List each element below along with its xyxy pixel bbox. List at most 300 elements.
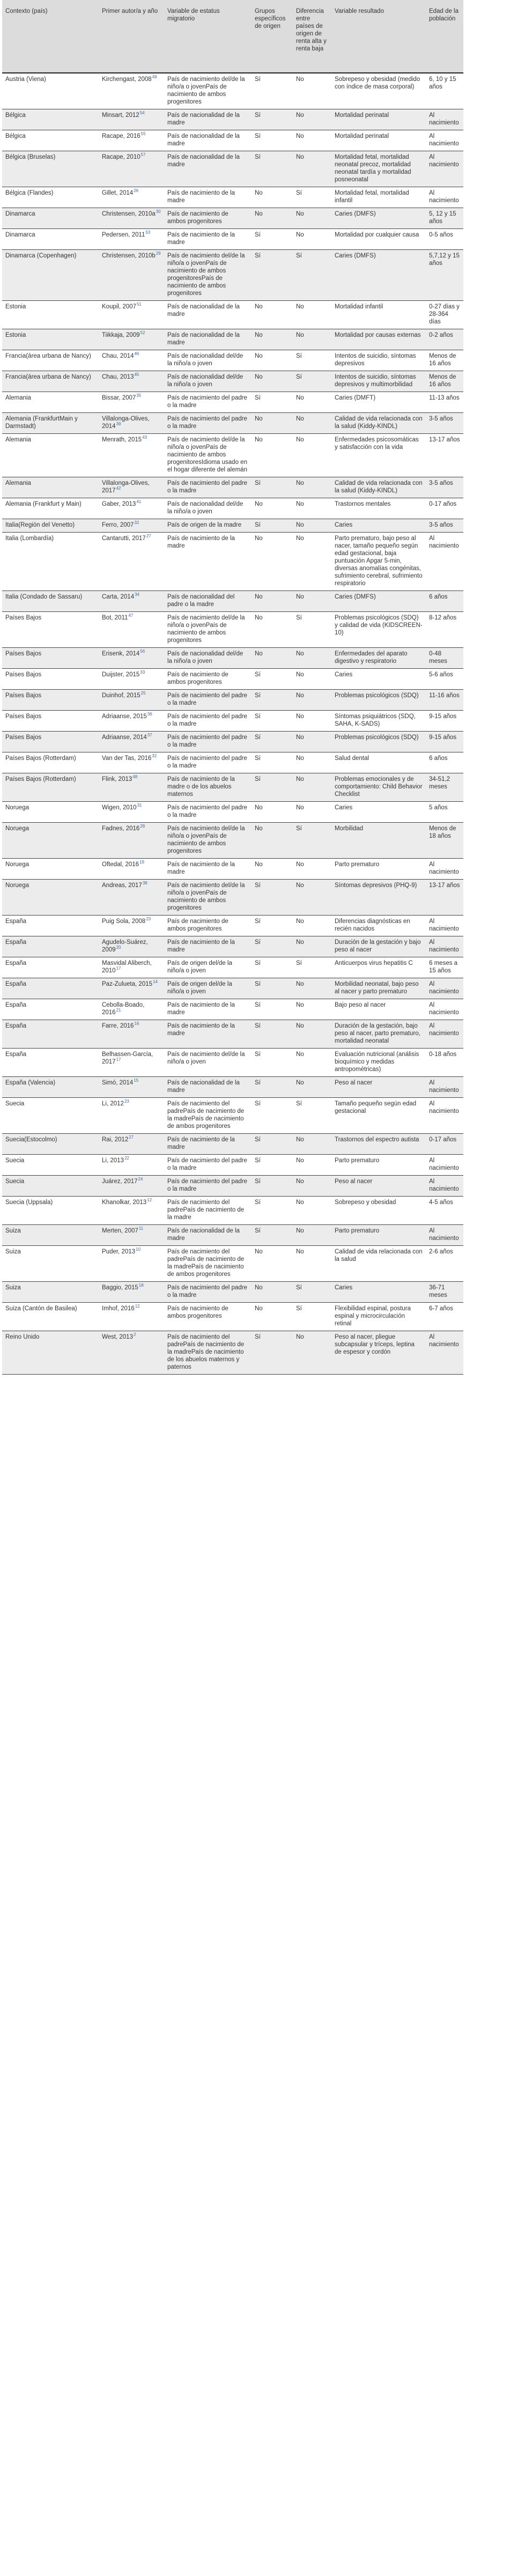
outcome-cell [331,1077,426,1098]
income-difference-cell [293,187,331,208]
status-variable-cell [164,1225,252,1246]
context-cell [2,916,99,936]
cell-text: 0-5 años [429,232,453,238]
outcome-cell [331,371,426,392]
reference-link[interactable]: 33 [140,670,145,675]
context-cell [2,1049,99,1077]
author-name: Andreas, 2017 [102,882,142,889]
income-difference-cell [293,1134,331,1155]
cell-text: Suecia (Uppsala) [5,1199,53,1206]
table-row [2,498,463,519]
age-cell [426,250,463,301]
status-variable-cell [164,732,252,752]
reference-link[interactable]: 53 [145,230,151,235]
cell-text: Sí [255,671,261,678]
cell-text: Sí [296,960,302,966]
context-cell [2,350,99,371]
table-row [2,413,463,434]
outcome-cell [331,690,426,711]
reference-link[interactable]: 32 [152,754,157,759]
cell-text: Francia(área urbana de Nancy) [5,374,91,380]
origin-groups-cell [252,957,293,978]
table-row [2,752,463,773]
author-name: Duijster, 2015 [102,671,140,678]
status-variable-cell [164,250,252,301]
cell-text: No [255,304,263,310]
cell-text: Sí [255,133,261,139]
table-row [2,1176,463,1197]
cell-text: Sí [255,918,261,925]
income-difference-cell [293,957,331,978]
cell-text: España [5,960,27,966]
income-difference-cell [293,859,331,880]
context-cell [2,1098,99,1134]
age-cell [426,109,463,130]
age-cell [426,732,463,752]
cell-text: No [296,1023,304,1029]
author-cell [99,591,164,612]
context-cell [2,1331,99,1375]
cell-text: País de nacimiento de ambos progenitores [167,671,228,685]
income-difference-cell [293,1225,331,1246]
studies-table [2,0,463,1375]
cell-text: País de nacionalidad del/de la niño/a o joven [167,374,243,388]
reference-link[interactable]: 42 [116,486,121,491]
origin-groups-cell [252,250,293,301]
table-row [2,208,463,229]
cell-text: Caries [335,522,353,528]
cell-text: Francia(área urbana de Nancy) [5,353,91,359]
reference-link[interactable]: 11 [138,1226,144,1231]
origin-groups-cell [252,1176,293,1197]
origin-groups-cell [252,1134,293,1155]
age-cell [426,1098,463,1134]
context-cell [2,690,99,711]
author-name: Wigen, 2010 [102,804,137,811]
cell-text: Al nacimiento [429,939,459,953]
cell-text: País de nacionalidad del/de la niño/a o joven [167,353,243,367]
cell-text: No [255,1249,263,1255]
cell-text: Dinamarca [5,232,35,238]
table-header [2,0,463,73]
reference-link[interactable]: 19 [139,860,144,865]
cell-text: No [255,437,263,443]
cell-text: Alemania [5,437,31,443]
reference-link[interactable]: 18 [138,1283,144,1288]
status-variable-cell [164,591,252,612]
cell-text: Morbilidad [335,825,364,832]
cell-text: País de nacionalidad del/de la niño/a o joven [167,501,243,515]
cell-text: Suiza [5,1228,21,1234]
table-body [2,73,463,1375]
cell-text: 11-13 años [429,395,460,401]
cell-text: Países Bajos (Rotterdam) [5,776,76,783]
origin-groups-cell [252,301,293,329]
cell-text: No [296,1334,304,1340]
outcome-cell [331,669,426,690]
cell-text: País de nacimiento de ambos progenitores [167,918,228,932]
table-row [2,187,463,208]
cell-text: España [5,918,27,925]
status-variable-cell [164,392,252,413]
reference-link[interactable]: 32 [134,520,139,526]
context-cell [2,1225,99,1246]
cell-text: Sí [255,1334,261,1340]
reference-link[interactable]: 2 [133,1332,136,1338]
cell-text: Flexibilidad espinal, postura espinal y microcirculación retinal [335,1305,411,1327]
income-difference-cell [293,519,331,533]
context-cell [2,371,99,392]
age-cell [426,957,463,978]
cell-text: 6 años [429,594,448,600]
cell-text: Menos de 16 años [429,353,456,367]
outcome-cell [331,208,426,229]
cell-text: País de nacimiento del padre o la madre [167,480,247,494]
author-name: Rai, 2012 [102,1136,129,1143]
cell-text: Salud dental [335,755,369,762]
cell-text: Alemania (FrankfurtMain y Darmstadt) [5,416,78,430]
cell-text: Sí [255,480,261,486]
reference-link[interactable]: 35 [136,393,142,398]
cell-text: Problemas psicológicos (SDQ) y calidad de vida (KIDSCREEN-10) [335,615,423,636]
cell-text: Problemas psicológicos (SDQ) [335,734,419,741]
cell-text: Bajo peso al nacer [335,1002,386,1008]
cell-text: No [296,1178,304,1185]
author-cell [99,1176,164,1197]
cell-text: No [255,332,263,338]
context-cell [2,773,99,802]
author-name: Villalonga-Olives, 2017 [102,480,150,494]
reference-link[interactable]: 17 [116,1057,121,1062]
author-cell [99,1225,164,1246]
reference-link[interactable]: 26 [134,188,139,194]
reference-link[interactable]: 14 [152,979,158,985]
reference-link[interactable]: 28 [140,824,145,829]
status-variable-cell [164,612,252,648]
reference-link[interactable]: 43 [142,435,147,440]
author-name: Farre, 2016 [102,1023,134,1029]
age-cell [426,880,463,916]
origin-groups-cell [252,612,293,648]
context-cell [2,151,99,187]
cell-text: Sí [255,1002,261,1008]
reference-link[interactable]: 25 [141,691,146,696]
cell-text: Al nacimiento [429,861,459,875]
reference-link[interactable]: 23 [146,917,151,922]
author-cell [99,519,164,533]
cell-text: Al nacimiento [429,981,459,995]
income-difference-cell [293,1331,331,1375]
author-cell [99,1246,164,1282]
outcome-cell [331,802,426,823]
cell-text: Noruega [5,804,29,811]
reference-link[interactable]: 49 [152,75,157,80]
income-difference-cell [293,1176,331,1197]
reference-link[interactable]: 36 [147,712,152,717]
reference-link[interactable]: 27 [129,1135,134,1140]
status-variable-cell [164,690,252,711]
cell-text: Calidad de vida relacionada con la salud (Kiddy-KINDL) [335,480,423,494]
author-name: Villalonga-Olives, 2014 [102,416,150,430]
cell-text: Caries [335,671,353,678]
header-row [2,0,463,73]
author-cell [99,229,164,250]
context-cell [2,301,99,329]
reference-link[interactable]: 10 [136,1247,141,1252]
origin-groups-cell [252,1225,293,1246]
context-cell [2,329,99,350]
reference-link[interactable]: 22 [124,1156,129,1161]
reference-link[interactable]: 24 [138,1177,143,1182]
reference-link[interactable]: 38 [142,881,147,886]
reference-link[interactable]: 51 [136,302,142,307]
reference-link[interactable]: 57 [141,152,146,158]
cell-text: España [5,1023,27,1029]
income-difference-cell [293,533,331,591]
author-cell [99,73,164,109]
cell-text: Sí [255,1178,261,1185]
header-author: Primer autor/a y año [99,0,164,73]
cell-text: Suecia [5,1178,25,1185]
age-cell [426,187,463,208]
reference-link[interactable]: 54 [139,110,145,116]
reference-link[interactable]: 15 [134,1078,139,1083]
reference-link[interactable]: 31 [137,803,142,808]
author-cell [99,648,164,669]
cell-text: 2-6 años [429,1249,453,1255]
income-difference-cell [293,1077,331,1098]
cell-text: España (Valencia) [5,1080,56,1086]
cell-text: Sí [255,1157,261,1164]
cell-text: Evaluación nutricional (análisis bioquímico y medidas antropométricas) [335,1051,419,1073]
age-cell [426,329,463,350]
reference-link[interactable]: 29 [156,251,161,256]
cell-text: Sí [296,615,302,621]
reference-link[interactable]: 12 [135,1304,140,1309]
cell-text: No [296,1228,304,1234]
cell-text: Al nacimiento [429,133,459,147]
status-variable-cell [164,1246,252,1282]
status-variable-cell [164,73,252,109]
author-name: Ferro, 2007 [102,522,134,528]
reference-link[interactable]: 21 [116,1008,121,1013]
cell-text: Mortalidad por causas externas [335,332,421,338]
reference-link[interactable]: 52 [140,330,145,336]
reference-link[interactable]: 56 [140,649,145,654]
cell-text: 9-15 años [429,713,457,720]
cell-text: Síntomas psiquiátricos (SDQ, SAHA, K-SADS) [335,713,416,727]
table-row [2,690,463,711]
age-cell [426,1134,463,1155]
status-variable-cell [164,1049,252,1077]
author-cell [99,1020,164,1049]
cell-text: No [255,416,263,422]
cell-text: Sí [296,1101,302,1107]
context-cell [2,669,99,690]
age-cell [426,752,463,773]
cell-text: No [296,112,304,119]
cell-text: Países Bajos [5,615,42,621]
table-row [2,1020,463,1049]
cell-text: No [296,594,304,600]
cell-text: Países Bajos [5,692,42,699]
status-variable-cell [164,1155,252,1176]
table-row [2,73,463,109]
cell-text: País de nacimiento de la madre [167,939,235,953]
cell-text: No [296,671,304,678]
cell-text: No [255,353,263,359]
cell-text: Países Bajos [5,651,42,657]
author-cell [99,1197,164,1225]
cell-text: No [255,190,263,196]
cell-text: Bélgica [5,133,26,139]
age-cell [426,648,463,669]
cell-text: 36-71 meses [429,1285,447,1298]
author-name: Cantarutti, 2017 [102,535,146,542]
cell-text: Sí [255,76,261,83]
author-cell [99,711,164,732]
author-name: Puig Sola, 2008 [102,918,146,925]
age-cell [426,151,463,187]
income-difference-cell [293,1049,331,1077]
author-cell [99,1134,164,1155]
context-cell [2,73,99,109]
outcome-cell [331,957,426,978]
author-name: Pedersen, 2011 [102,232,145,238]
outcome-cell [331,392,426,413]
context-cell [2,1246,99,1282]
cell-text: 6 meses a 15 años [429,960,458,974]
cell-text: 0-27 días y 28-364 días [429,304,460,325]
author-cell [99,916,164,936]
income-difference-cell [293,732,331,752]
cell-text: 6, 10 y 15 años [429,76,456,90]
reference-link[interactable]: 30 [156,209,161,215]
cell-text: País de nacimiento de la madre [167,1136,235,1150]
status-variable-cell [164,1134,252,1155]
reference-link[interactable]: 37 [147,733,152,738]
reference-link[interactable]: 55 [141,131,146,137]
context-cell [2,434,99,477]
origin-groups-cell [252,752,293,773]
reference-link[interactable]: 20 [116,945,121,950]
cell-text: Sí [255,1101,261,1107]
income-difference-cell [293,916,331,936]
table-row [2,999,463,1020]
income-difference-cell [293,130,331,151]
reference-link[interactable]: 48 [132,774,138,780]
cell-text: España [5,939,27,946]
status-variable-cell [164,519,252,533]
table-row [2,1098,463,1134]
cell-text: Sí [255,734,261,741]
origin-groups-cell [252,859,293,880]
reference-link[interactable]: 16 [134,1021,139,1027]
origin-groups-cell [252,73,293,109]
reference-link[interactable]: 17 [116,966,121,971]
reference-link[interactable]: 41 [136,499,142,505]
reference-link[interactable]: 47 [128,613,134,618]
cell-text: España [5,1051,27,1058]
table-row [2,371,463,392]
table-row [2,151,463,187]
reference-link[interactable]: 12 [147,1198,152,1203]
author-name: Masvidal Aliberch, 2010 [102,960,152,974]
cell-text: País de nacimiento del/de la niño/a o jovenPaís de nacimiento de ambos progenitores [167,76,245,105]
outcome-cell [331,859,426,880]
outcome-cell [331,477,426,498]
context-cell [2,477,99,498]
origin-groups-cell [252,936,293,957]
outcome-cell [331,1246,426,1282]
income-difference-cell [293,690,331,711]
cell-text: Sí [255,939,261,946]
reference-link[interactable]: 46 [134,351,139,357]
context-cell [2,498,99,519]
cell-text: No [255,501,263,507]
cell-text: 0-48 meses [429,651,447,665]
reference-link[interactable]: 23 [124,1099,129,1104]
table-row [2,612,463,648]
outcome-cell [331,229,426,250]
context-cell [2,1020,99,1049]
cell-text: Al nacimiento [429,1023,459,1037]
table-row [2,350,463,371]
status-variable-cell [164,498,252,519]
author-cell [99,612,164,648]
reference-link[interactable]: 45 [134,372,139,378]
cell-text: Países Bajos (Rotterdam) [5,755,76,762]
cell-text: Sobrepeso y obesidad [335,1199,396,1206]
cell-text: No [255,211,263,217]
income-difference-cell [293,208,331,229]
outcome-cell [331,732,426,752]
table-row [2,591,463,612]
cell-text: Al nacimiento [429,535,459,549]
cell-text: Mortalidad perinatal [335,112,389,119]
reference-link[interactable]: 27 [146,534,151,539]
income-difference-cell [293,250,331,301]
origin-groups-cell [252,690,293,711]
cell-text: Dinamarca (Copenhagen) [5,253,77,259]
context-cell [2,1077,99,1098]
reference-link[interactable]: 34 [135,592,140,597]
cell-text: Al nacimiento [429,918,459,932]
cell-text: No [296,1002,304,1008]
cell-text: No [296,651,304,657]
outcome-cell [331,109,426,130]
table-row [2,1282,463,1303]
author-cell [99,208,164,229]
context-cell [2,533,99,591]
table-row [2,802,463,823]
table-row [2,1049,463,1077]
status-variable-cell [164,823,252,859]
cell-text: 13-17 años [429,437,460,443]
author-cell [99,1331,164,1375]
status-variable-cell [164,916,252,936]
cell-text: Enfermedades psicosomáticas y satisfacción con la vida [335,437,419,451]
table-row [2,392,463,413]
age-cell [426,711,463,732]
origin-groups-cell [252,823,293,859]
cell-text: 3-5 años [429,522,453,528]
cell-text: No [255,1305,263,1312]
reference-link[interactable]: 39 [116,422,121,427]
age-cell [426,823,463,859]
cell-text: 0-18 años [429,1051,457,1058]
table-row [2,519,463,533]
